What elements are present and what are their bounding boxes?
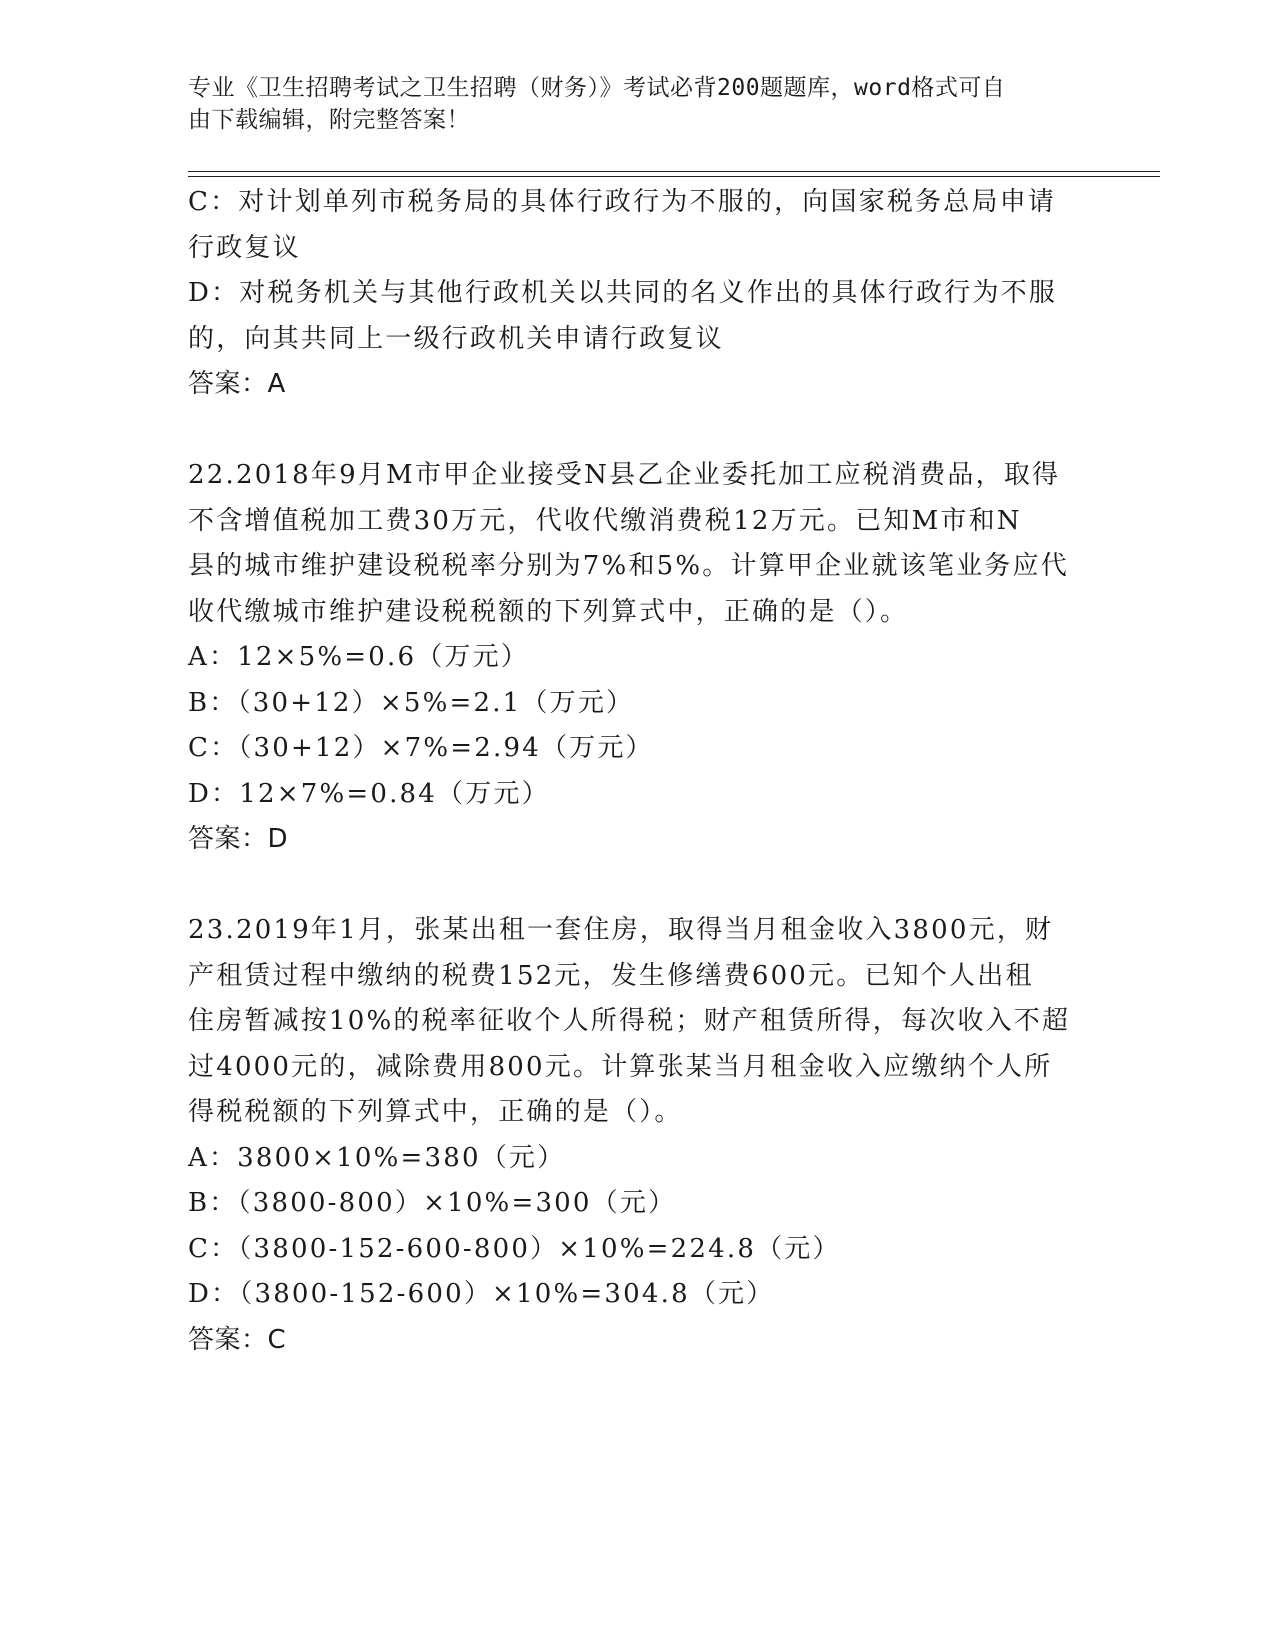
question-spacer [188, 408, 1088, 454]
option-b: B：（3800-800）×10%=300（元） [188, 1188, 677, 1218]
question-stem-line-2: 产租赁过程中缴纳的税费152元，发生修缮费600元。已知个人出租 [188, 960, 1034, 991]
option-c: C：（30+12）×7%=2.94（万元） [188, 733, 654, 763]
answer-line: 答案：D [188, 824, 289, 854]
header-rule-bottom [188, 176, 1160, 177]
document-header [188, 72, 1088, 136]
option-d-line-2: 的，向其共同上一级行政机关申请行政复议 [188, 323, 724, 354]
header-rule-top [188, 171, 1160, 172]
question-stem-line-4: 过4000元的，减除费用800元。计算张某当月租金收入应缴纳个人所 [188, 1051, 1053, 1082]
question-stem-line-1: 23.2019年1月，张某出租一套住房，取得当月租金收入3800元，财 [188, 915, 1054, 945]
option-a: A：12×5%=0.6（万元） [188, 642, 530, 672]
question-spacer [188, 863, 1088, 909]
option-d: D：（3800-152-600）×10%=304.8（元） [188, 1279, 775, 1309]
question-content [188, 180, 1088, 1363]
question-stem-line-1: 22.2018年9月M市甲企业接受N县乙企业委托加工应税消费品，取得 [188, 460, 1061, 490]
option-c-line-1: C：对计划单列市税务局的具体行政行为不服的，向国家税务总局申请 [188, 187, 1057, 217]
question-stem-line-2: 不含增值税加工费30万元，代收代缴消费税12万元。已知M市和N [188, 505, 1022, 536]
question-22 [188, 453, 1088, 863]
question-23 [188, 908, 1088, 1363]
answer-line: 答案：A [188, 369, 286, 399]
option-d: D：12×7%=0.84（万元） [188, 778, 550, 809]
question-stem-line-3: 县的城市维护建设税税率分别为7%和5%。计算甲企业就该笔业务应代 [188, 551, 1069, 581]
answer-line: 答案：C [188, 1324, 287, 1355]
question-stem-line-5: 得税税额的下列算式中，正确的是（）。 [188, 1097, 683, 1127]
header-line-1: 专业《卫生招聘考试之卫生招聘（财务）》考试必背200题题库，word格式可自 [188, 75, 1006, 101]
option-b: B：（30+12）×5%=2.1（万元） [188, 687, 635, 718]
option-d-line-1: D：对税务机关与其他行政机关以共同的名义作出的具体行政行为不服 [188, 278, 1058, 308]
option-c-line-2: 行政复议 [188, 232, 301, 263]
header-line-2: 由下载编辑，附完整答案！ [188, 107, 470, 133]
previous-question-tail [188, 180, 1088, 408]
option-c: C：（3800-152-600-800）×10%=224.8（元） [188, 1233, 841, 1264]
question-stem-line-3: 住房暂减按10%的税率征收个人所得税；财产租赁所得，每次收入不超 [188, 1006, 1071, 1036]
option-a: A：3800×10%=380（元） [188, 1142, 566, 1173]
question-stem-line-4: 收代缴城市维护建设税税额的下列算式中，正确的是（）。 [188, 596, 909, 627]
